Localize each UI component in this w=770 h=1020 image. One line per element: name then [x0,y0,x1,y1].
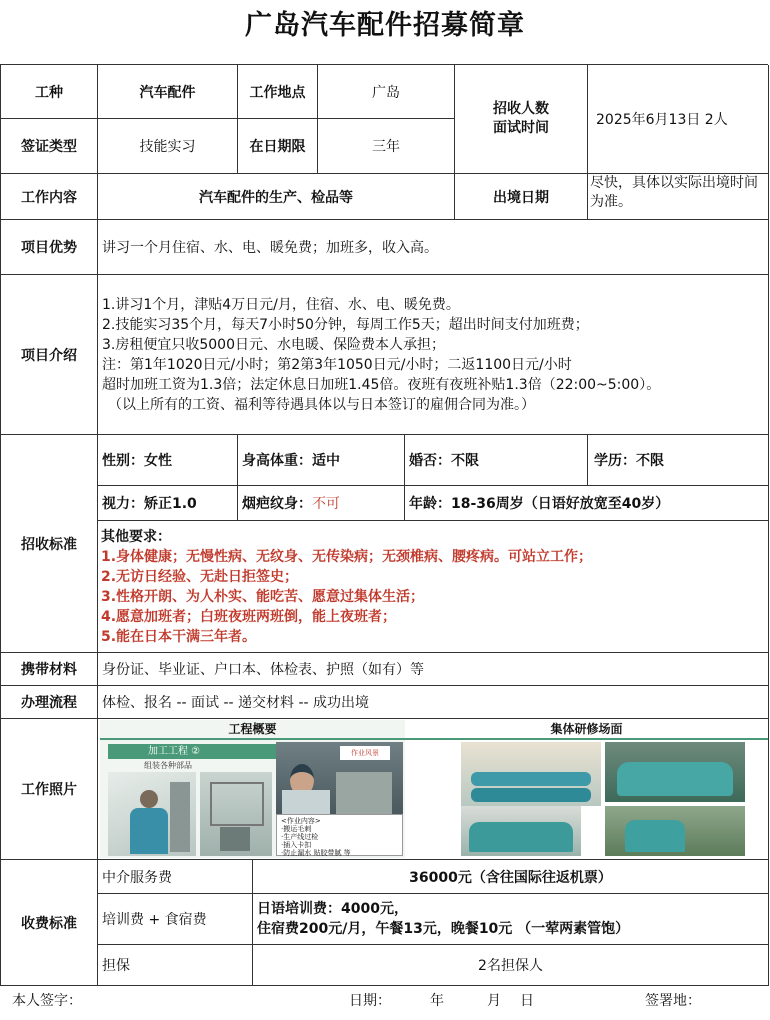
agency-fee-value: 36000元（含往国际往返机票） [253,860,769,894]
machine-photo [200,772,272,856]
other-line-1: 1.身体健康；无慢性病、无纹身、无传染病；无颈椎病、腰疼病。可站立工作； [101,548,593,565]
panel2-caption: <作业内容> [281,817,321,825]
education-label: 学历： [594,453,636,469]
process-overview-header: 工程概要 [100,720,405,740]
intro-line-3: 3.房租便宜只收5000日元、水电暖、保险费本人承担； [102,336,445,353]
other-line-4: 4.愿意加班者；白班夜班两班倒，能上夜班者； [101,608,397,625]
marital-label: 婚否： [409,453,451,469]
age-value: 18-36周岁（日语好放宽至40岁） [451,496,670,512]
training-fee-line-2: 住宿费200元/月，午餐13元，晚餐10元 （一荤两素管饱） [257,921,630,937]
panel2-item-4: ·防止漏水 贴胶带腻 等 [281,849,351,857]
signing-location-label: 签署地： [645,993,701,1009]
training-fee-line-1: 日语培训费：4000元， [257,901,408,917]
job-type-label: 工种 [1,65,98,119]
vision-label: 视力： [102,496,144,512]
page-title: 广岛汽车配件招募简章 [245,10,525,41]
education-cell [588,435,769,486]
classroom-photo [461,742,601,806]
standards-label: 招收标准 [1,435,98,653]
age-cell [405,486,769,521]
intro-line-2: 2.技能实习35个月，每天7小时50分钟，每周工作5天；超出时间支付加班费； [102,316,589,333]
intro-line-5: 超时加班工资为1.3倍；法定休息日加班1.45倍。夜班有夜班补贴1.3倍（22:00~5:00）。 [102,376,661,393]
education-value: 不限 [636,453,664,469]
work-content-label: 工作内容 [1,174,98,220]
group-photo-2 [461,806,581,856]
tattoo-label: 烟疤纹身： [242,496,312,512]
agency-fee-label: 中介服务费 [98,860,253,894]
intro-value [98,275,769,435]
group-training-header: 集体研修场面 [405,720,768,740]
marital-value: 不限 [451,453,479,469]
other-line-5: 5.能在日本干满三年者。 [101,628,257,645]
group-training-photo [405,720,768,858]
height-value: 适中 [312,453,340,469]
recruit-interview-value: 2025年6月13日 2人 [588,65,769,174]
other-title: 其他要求： [101,528,171,545]
visa-type-value: 技能实习 [98,119,238,174]
stay-period-label: 在日期限 [238,119,318,174]
year-label: 年 [430,993,444,1009]
process-overview-photo [100,720,405,858]
group-photo-3 [605,806,745,856]
fees-label: 收费标准 [1,860,98,986]
photos-label: 工作照片 [1,719,98,860]
panel1-subtitle: 组装各种部品 [144,761,192,770]
other-line-2: 2.无访日经验、无赴日拒签史； [101,568,299,585]
intro-line-4: 注：第1年1020日元/小时；第2第3年1050日元/小时；二返1100日元/小时 [102,356,572,373]
process-value: 体检、报名 -- 面试 -- 递交材料 -- 成功出境 [98,686,769,719]
work-location-label: 工作地点 [238,65,318,119]
gender-cell [98,435,238,486]
other-line-3: 3.性格开朗、为人朴实、能吃苦、愿意过集体生活； [101,588,425,605]
intro-label: 项目介绍 [1,275,98,435]
gender-label: 性别： [102,453,144,469]
work-content-value: 汽车配件的生产、检品等 [98,174,455,220]
guarantee-label: 担保 [98,945,253,986]
tattoo-cell [238,486,405,521]
group-photo-1 [605,742,745,802]
gender-value: 女性 [144,453,172,469]
other-requirements [98,521,769,653]
intro-line-6: （以上所有的工资、福利等待遇具体以与日本签订的雇佣合同为准。） [108,396,535,413]
date-label: 日期： [349,993,391,1009]
panel2-badge: 作业风景 [340,746,390,760]
job-type-value: 汽车配件 [98,65,238,119]
intro-line-1: 1.讲习1个月，津贴4万日元/月，住宿、水、电、暖免费。 [102,296,460,313]
worker-photo-1 [108,772,196,856]
vision-cell [98,486,238,521]
materials-value: 身份证、毕业证、户口本、体检表、护照（如有）等 [98,653,769,686]
age-label: 年龄： [409,496,451,512]
advantages-value: 讲习一个月住宿、水、电、暖免费；加班多，收入高。 [98,220,769,275]
advantages-label: 项目优势 [1,220,98,275]
training-fee-value [253,894,769,945]
training-fee-label: 培训费 + 食宿费 [98,894,253,945]
height-label: 身高体重： [242,453,312,469]
panel2-item-3: ·插入卡扣 [281,841,312,849]
self-signature-label: 本人签字： [12,993,82,1009]
marital-cell [405,435,588,486]
process-label: 办理流程 [1,686,98,719]
departure-date-value: 尽快，具体以实际出境时间为准。 [588,174,769,220]
guarantee-value: 2名担保人 [253,945,769,986]
day-label: 日 [520,993,534,1009]
departure-date-label: 出境日期 [455,174,588,220]
panel2-item-1: ·搬运毛刺 [281,825,312,833]
stay-period-value: 三年 [318,119,455,174]
vision-value: 矫正1.0 [144,496,197,512]
visa-type-label: 签证类型 [1,119,98,174]
tattoo-value: 不可 [312,496,340,512]
height-cell [238,435,405,486]
recruit-interview-label: 招收人数 面试时间 [455,65,588,174]
materials-label: 携带材料 [1,653,98,686]
work-location-value: 广岛 [318,65,455,119]
month-label: 月 [487,993,501,1009]
panel1-title: 加工工程 ② [108,744,370,759]
panel2-item-2: ·生产线过检 [281,833,319,841]
panel2-caption-box [276,814,403,856]
